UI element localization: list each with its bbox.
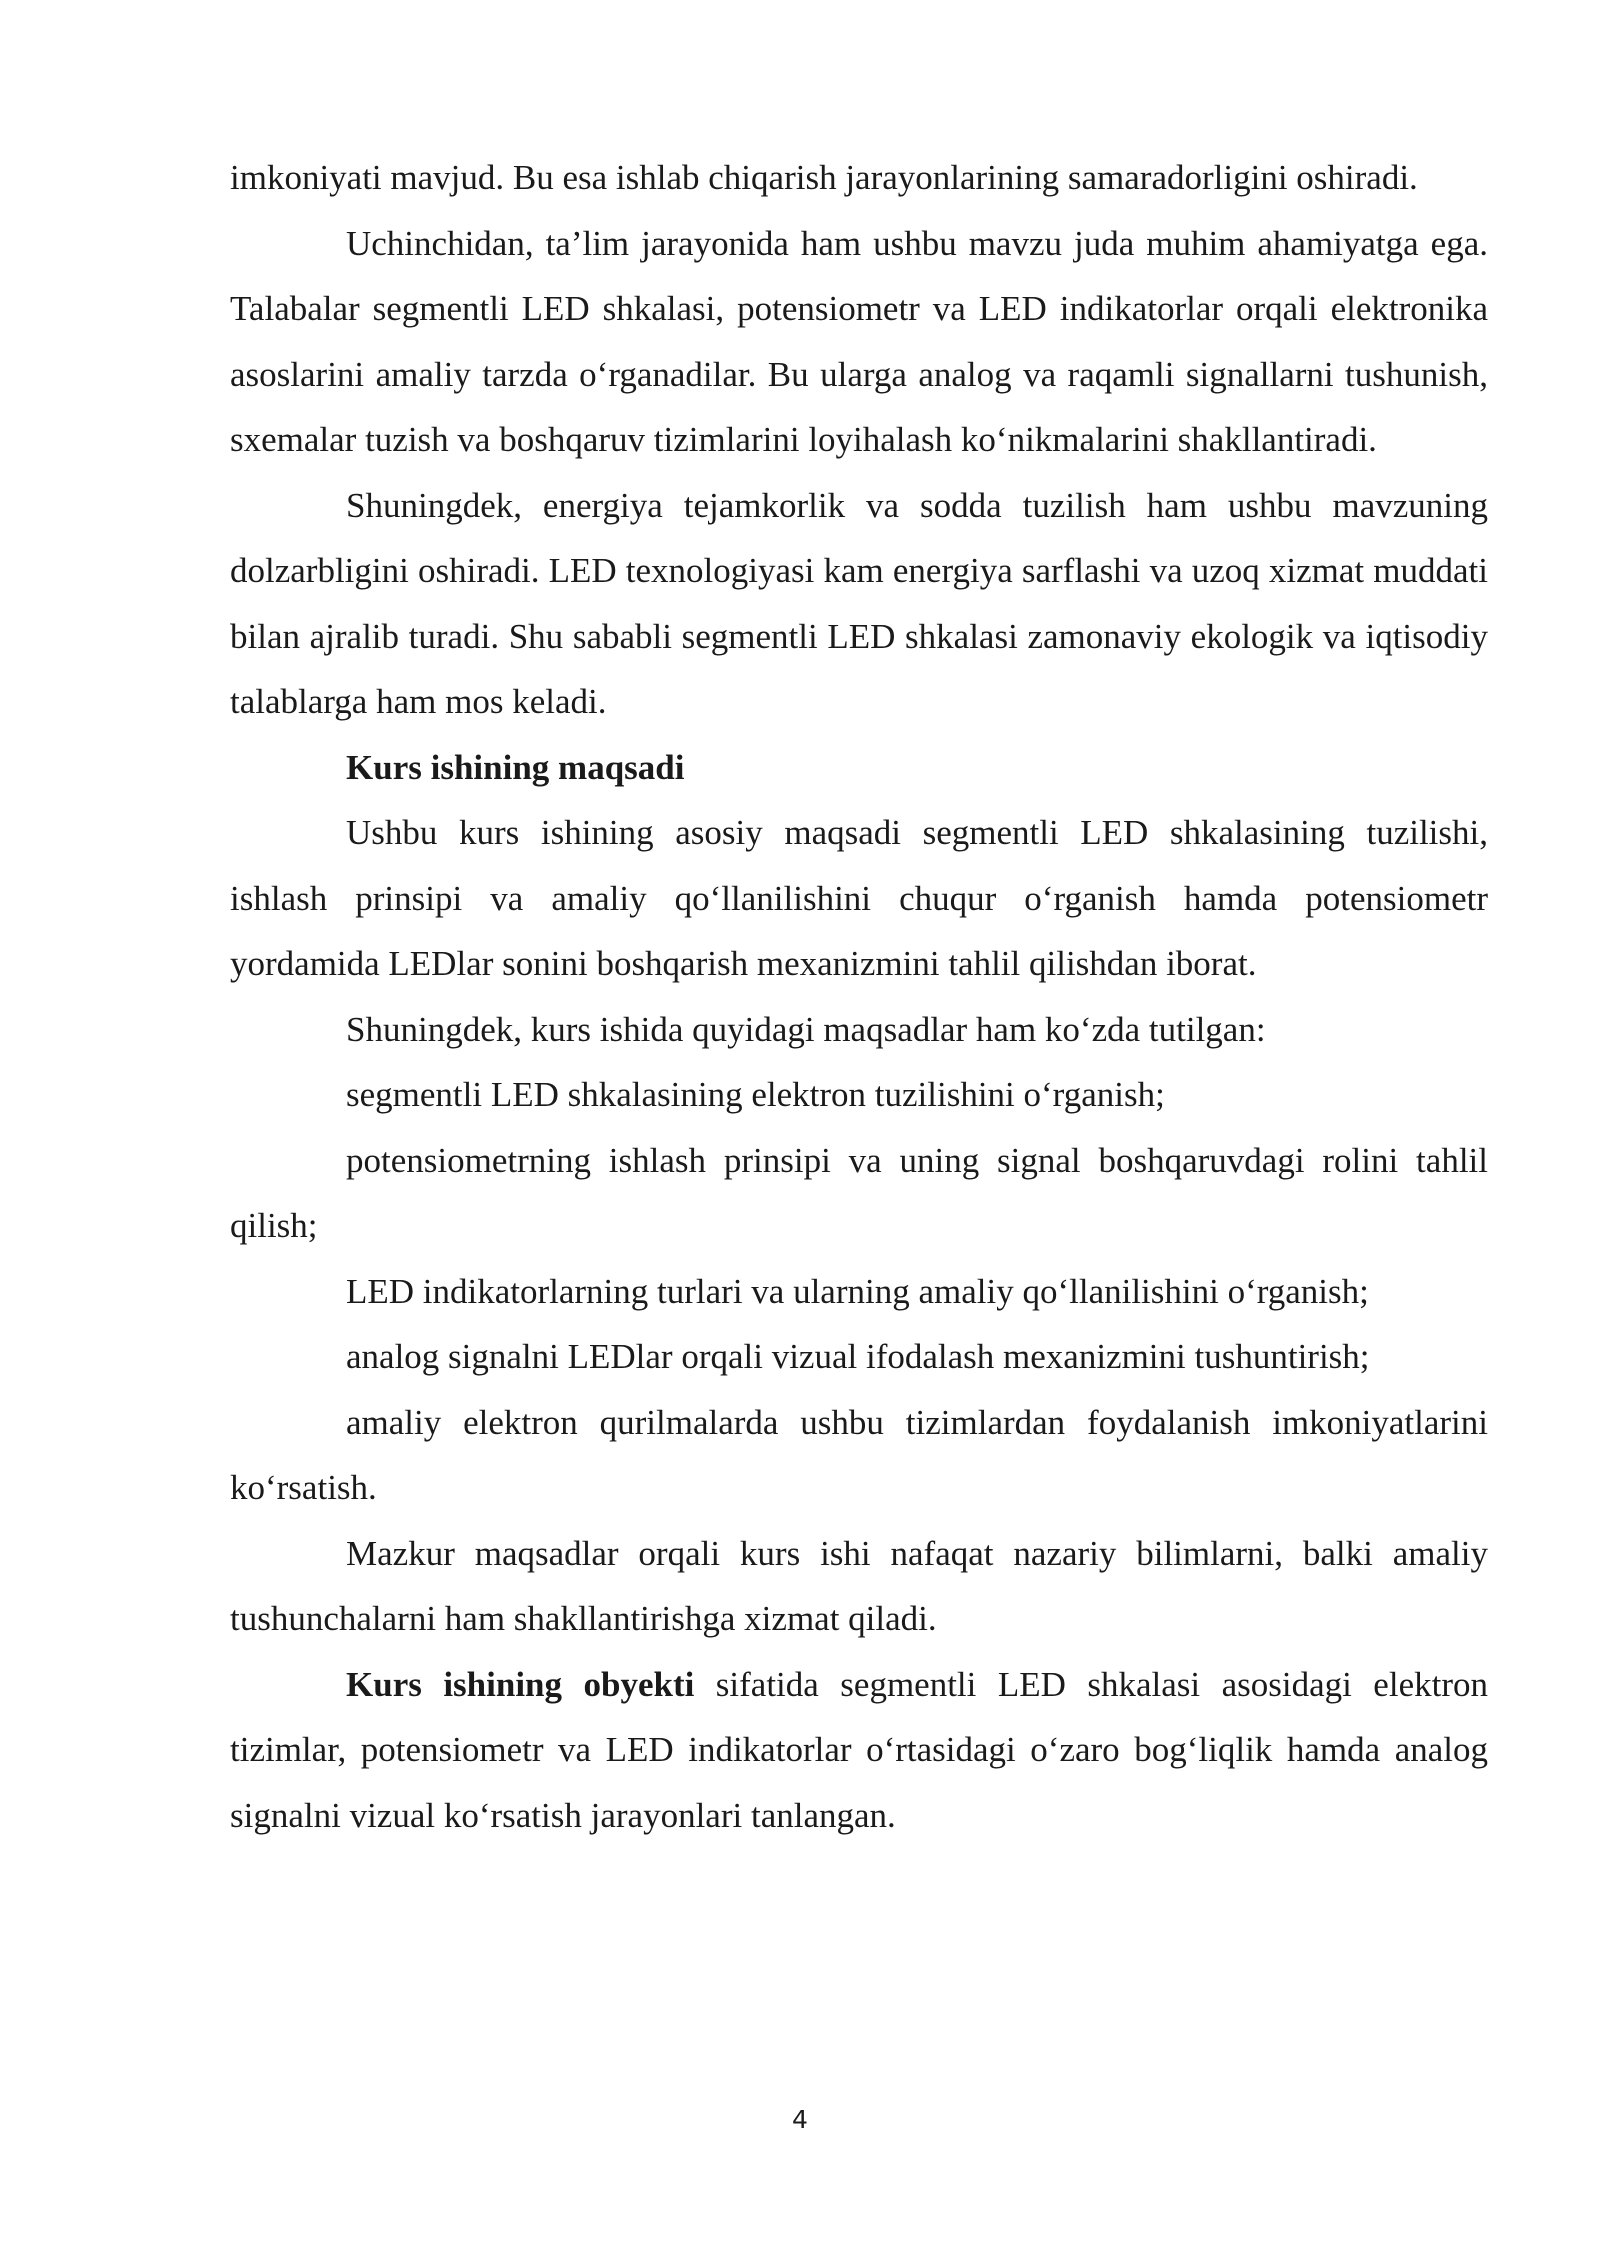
goal-item-3: LED indikatorlarning turlari va ularning amaliy qo‘llanilishini o‘rganish; [346, 1271, 1369, 1311]
object-rest-text: sifatida segmentli LED shkalasi asosidagi elektron tizimlar, potensiometr va LED indikatorlar o‘rtasidagi o‘zaro bog‘liqlik hamda analog signalni vizual ko‘rsatish jarayonlari tanlangan. [230, 1664, 1488, 1835]
paragraph-continuation: imkoniyati mavjud. Bu esa ishlab chiqarish jarayonlarining samaradorligini oshiradi. [230, 158, 1418, 197]
goal-item-2: potensiometrning ishlash prinsipi va uning signal boshqaruvdagi rolini tahlil qilish; [230, 1140, 1488, 1245]
goal-item-4: analog signalni LEDlar orqali vizual ifodalash mexanizmini tushuntirish; [346, 1337, 1370, 1376]
paragraph-education: Uchinchidan, ta’lim jarayonida ham ushbu mavzu juda muhim ahamiyatga ega. Talabalar segmentli LED shkalasi, potensiometr va LED indikatorlar orqali elektronika asoslarini amaliy tarzda o‘rganadilar. Bu ularga analog va raqamli signallarni tushunish, sxemalar tuzish va boshqaruv tizimlarini loyihalash ko‘nikmalarini shakllantiradi. [230, 223, 1488, 459]
section-heading-goal: Kurs ishining maqsadi [346, 747, 685, 787]
goal-item-5: amaliy elektron qurilmalarda ushbu tizimlardan foydalanish imkoniyatlarini ko‘rsatish. [230, 1402, 1488, 1507]
paragraph-energy: Shuningdek, energiya tejamkorlik va sodda tuzilish ham ushbu mavzuning dolzarbligini oshiradi. LED texnologiyasi kam energiya sarflashi va uzoq xizmat muddati bilan ajralib turadi. Shu sababli segmentli LED shkalasi zamonaviy ekologik va iqtisodiy talablarga ham mos keladi. [230, 485, 1488, 721]
page-number: 4 [792, 2105, 808, 2134]
document-body [230, 145, 1488, 1848]
paragraph-main-goal: Ushbu kurs ishining asosiy maqsadi segmentli LED shkalasining tuzilishi, ishlash prinsipi va amaliy qo‘llanilishini chuqur o‘rganish hamda potensiometr yordamida LEDlar sonini boshqarish mexanizmini tahlil qilishdan iborat. [230, 813, 1488, 983]
object-lead-bold: Kurs ishining obyekti [346, 1664, 695, 1704]
paragraph-goals-summary: Mazkur maqsadlar orqali kurs ishi nafaqat nazariy bilimlarni, balki amaliy tushunchalarni ham shakllantirishga xizmat qiladi. [230, 1533, 1488, 1638]
goal-item-1: segmentli LED shkalasining elektron tuzilishini o‘rganish; [346, 1075, 1165, 1114]
paragraph-goals-intro: Shuningdek, kurs ishida quyidagi maqsadlar ham ko‘zda tutilgan: [346, 1009, 1266, 1049]
paragraph-object [230, 1652, 1488, 1849]
